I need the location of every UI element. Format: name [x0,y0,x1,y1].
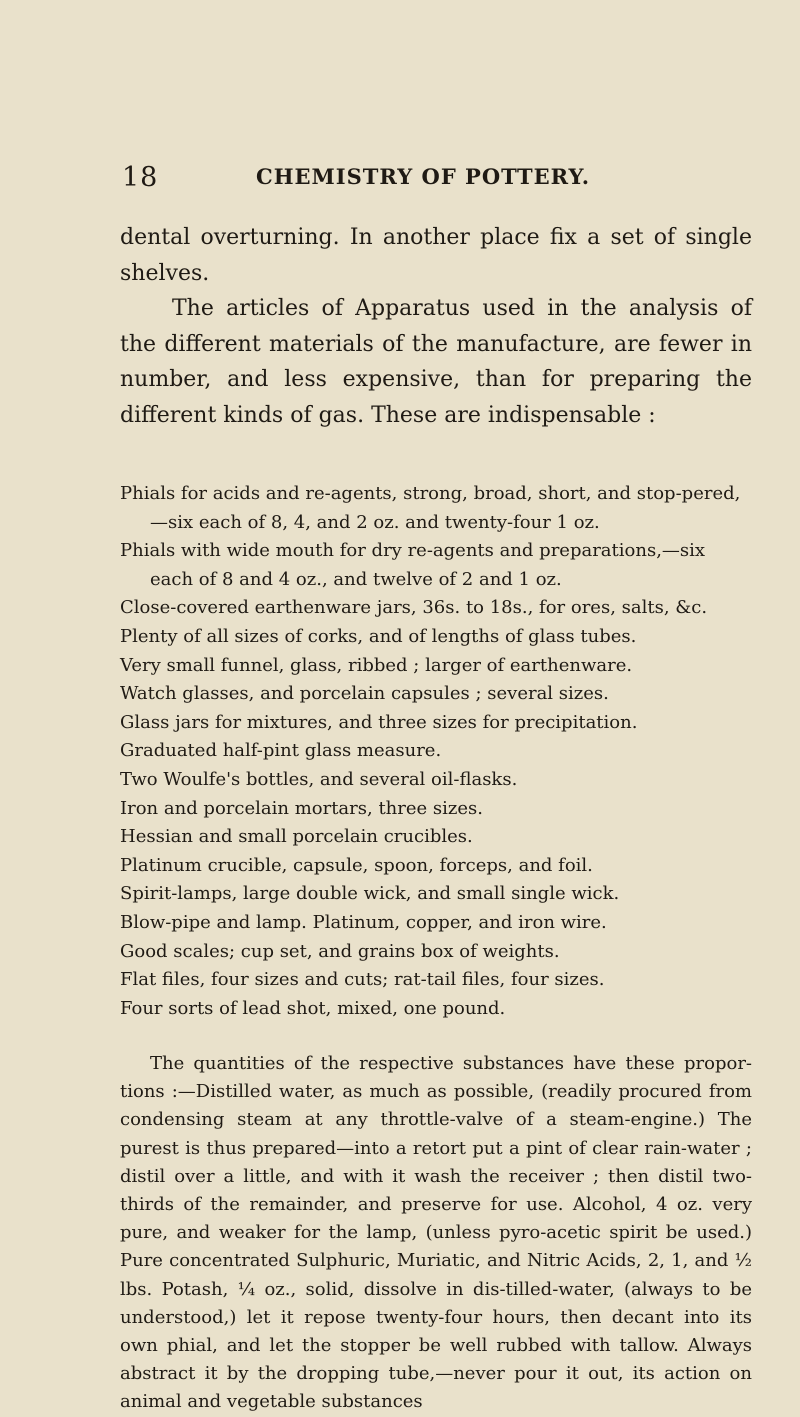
list-item: Four sorts of lead shot, mixed, one pound. [120,997,506,1019]
list-item: Glass jars for mixtures, and three sizes for precipitation. [120,711,638,733]
intro-paragraph: The articles of Apparatus used in the analysis of the different materials of the manufacture, are fewer in number, and less expensive, than for preparing the different kinds of gas. These are indispensable : [120,296,752,428]
list-item: Watch glasses, and porcelain capsules ; several sizes. [120,683,609,705]
list-item: Two Woulfe's bottles, and several oil-flasks. [120,768,518,790]
apparatus-list [120,480,752,1023]
list-item: Platinum crucible, capsule, spoon, forceps, and foil. [120,854,593,876]
list-item: Close-covered earthenware jars, 36s. to 18s., for ores, salts, &c. [120,597,708,619]
list-item: Spirit-lamps, large double wick, and small single wick. [120,883,620,905]
page-number: 18 [122,162,159,193]
list-item: Phials for acids and re-agents, strong, broad, short, and stop-pered,—six each of 8, 4, and 2 oz. and twenty-four 1 oz. [120,483,741,533]
list-item: Flat files, four sizes and cuts; rat-tail files, four sizes. [120,969,605,991]
closing-paragraph: The quantities of the respective substances have these propor-tions :—Distilled water, as much as possible, (readily procured from condensing steam at any throttle-valve of a steam-engine.) The purest is thus prepared—into a retort put a pint of clear rain-water ; distil over a little, and with it wash the receiver ; then distil two-thirds of the remainder, and preserve for use. Alcohol, 4 oz. very pure, and weaker for the lamp, (unless pyro-acetic spirit be used.) Pure concentrated Sulphuric, Muriatic, and Nitric Acids, 2, 1, and ½ lbs. Potash, ¼ oz., solid, dissolve in dis-tilled-water, (always to be understood,) let it repose twenty-four hours, then decant into its own phial, and let the stopper be well rubbed with tallow. Always abstract it by the dropping tube,—never pour it out, its action on animal and vegetable substances [120,1053,752,1413]
intro-section [120,220,752,433]
running-title: CHEMISTRY OF POTTERY. [256,164,591,189]
list-item: Very small funnel, glass, ribbed ; larger of earthenware. [120,654,633,676]
list-item: Iron and porcelain mortars, three sizes. [120,797,483,819]
list-item: Phials with wide mouth for dry re-agents and preparations,—six each of 8 and 4 oz., and twelve of 2 and 1 oz. [120,540,706,590]
list-item: Blow-pipe and lamp. Platinum, copper, and iron wire. [120,911,607,933]
intro-line: dental overturning. In another place fix a set of single shelves. [120,225,752,286]
list-item: Graduated half-pint glass measure. [120,740,442,762]
list-item: Hessian and small porcelain crucibles. [120,826,473,848]
closing-section [120,1050,752,1417]
list-item: Plenty of all sizes of corks, and of lengths of glass tubes. [120,625,637,647]
page-header [122,162,740,202]
list-item: Good scales; cup set, and grains box of weights. [120,940,560,962]
